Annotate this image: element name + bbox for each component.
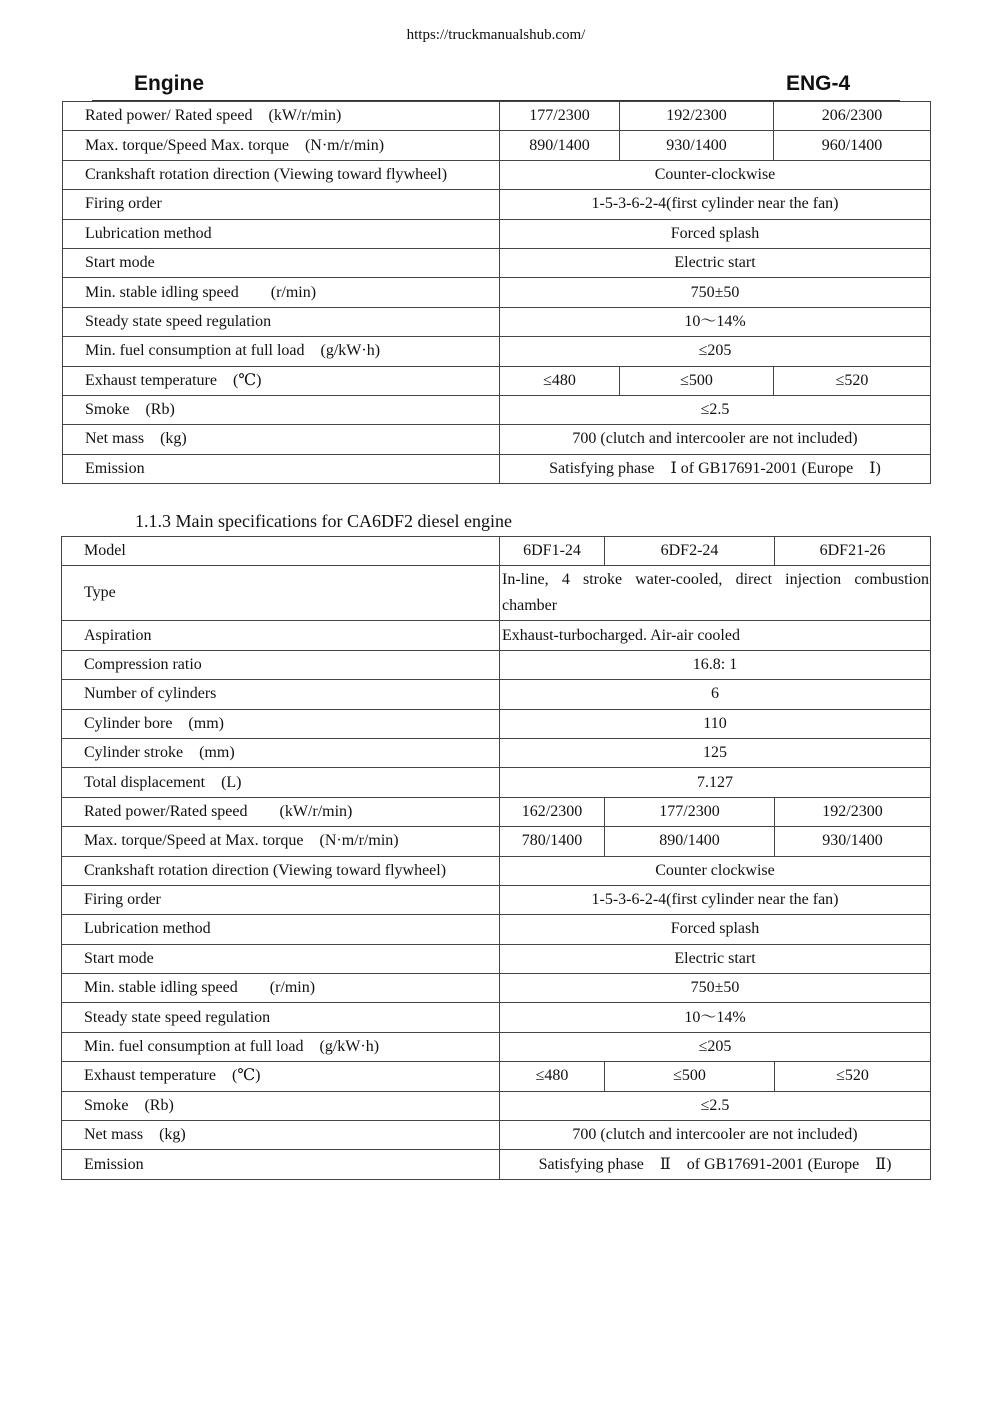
spec-label: Number of cylinders [62, 680, 500, 709]
spec-label: Smoke (Rb) [62, 1091, 500, 1120]
spec-row [62, 566, 931, 621]
section-title: 1.1.3 Main specifications for CA6DF2 diesel engine [135, 511, 512, 531]
spec-value: 177/2300 [605, 797, 775, 826]
spec-row [63, 366, 931, 395]
spec-value: 780/1400 [500, 827, 605, 856]
spec-label: Total displacement (L) [62, 768, 500, 797]
spec-row [62, 537, 931, 566]
spec-value: Exhaust-turbocharged. Air-air cooled [500, 621, 931, 650]
spec-label: Max. torque/Speed at Max. torque (N·m/r/min) [62, 827, 500, 856]
spec-row [62, 621, 931, 650]
spec-row [62, 974, 931, 1003]
spec-row [63, 395, 931, 424]
spec-label: Net mass (kg) [63, 425, 500, 454]
spec-value: 750±50 [500, 974, 931, 1003]
spec-value: 930/1400 [775, 827, 931, 856]
spec-value: Satisfying phase Ⅰ of GB17691-2001 (Europe Ⅰ) [500, 454, 931, 483]
spec-value: Forced splash [500, 915, 931, 944]
spec-row [62, 1150, 931, 1179]
spec-value: ≤520 [775, 1062, 931, 1091]
spec-row [62, 827, 931, 856]
spec-row [62, 915, 931, 944]
spec-value: 177/2300 [500, 102, 620, 131]
spec-value: 6 [500, 680, 931, 709]
spec-label: Emission [63, 454, 500, 483]
spec-label: Exhaust temperature (℃) [63, 366, 500, 395]
spec-value: ≤205 [500, 337, 931, 366]
spec-row [63, 219, 931, 248]
spec-row [62, 944, 931, 973]
spec-value: 7.127 [500, 768, 931, 797]
spec-row [63, 248, 931, 277]
spec-label: Min. stable idling speed (r/min) [62, 974, 500, 1003]
spec-label: Aspiration [62, 621, 500, 650]
spec-label: Emission [62, 1150, 500, 1179]
spec-label: Crankshaft rotation direction (Viewing toward flywheel) [62, 856, 500, 885]
header-section-title: Engine [134, 72, 205, 95]
spec-value: 206/2300 [774, 102, 931, 131]
spec-row [62, 709, 931, 738]
spec-value: 1-5-3-6-2-4(first cylinder near the fan) [500, 190, 931, 219]
spec-label: Steady state speed regulation [63, 307, 500, 336]
spec-row [62, 856, 931, 885]
spec-value: Satisfying phase Ⅱ of GB17691-2001 (Europe Ⅱ) [500, 1150, 931, 1179]
spec-value: 700 (clutch and intercooler are not included) [500, 1121, 931, 1150]
header-page-code: ENG-4 [786, 72, 851, 95]
spec-row [62, 1003, 931, 1032]
spec-value: 700 (clutch and intercooler are not included) [500, 425, 931, 454]
spec-label: Min. fuel consumption at full load (g/kW·h) [62, 1032, 500, 1061]
spec-value: 890/1400 [500, 131, 620, 160]
spec-value: ≤205 [500, 1032, 931, 1061]
spec-label: Cylinder stroke (mm) [62, 738, 500, 767]
spec-value: 162/2300 [500, 797, 605, 826]
spec-row [62, 797, 931, 826]
spec-label: Lubrication method [63, 219, 500, 248]
spec-value: ≤500 [620, 366, 774, 395]
spec-value: 930/1400 [620, 131, 774, 160]
spec-label: Compression ratio [62, 650, 500, 679]
spec-row [63, 190, 931, 219]
engine-spec-table-1 [62, 101, 931, 484]
spec-value: 10～14% [500, 307, 931, 336]
spec-label: Exhaust temperature (℃) [62, 1062, 500, 1091]
spec-row [62, 1062, 931, 1091]
spec-row [63, 131, 931, 160]
spec-row [63, 160, 931, 189]
spec-value: 192/2300 [620, 102, 774, 131]
spec-label: Min. fuel consumption at full load (g/kW·h) [63, 337, 500, 366]
spec-value: ≤480 [500, 1062, 605, 1091]
spec-value: 890/1400 [605, 827, 775, 856]
spec-row [62, 885, 931, 914]
spec-value: 110 [500, 709, 931, 738]
spec-label: Net mass (kg) [62, 1121, 500, 1150]
spec-label: Crankshaft rotation direction (Viewing toward flywheel) [63, 160, 500, 189]
page-header [92, 72, 900, 102]
spec-row [63, 425, 931, 454]
spec-value: In-line, 4 stroke water-cooled, direct injection combustion chamber [500, 566, 931, 621]
spec-value: 125 [500, 738, 931, 767]
spec-label: Firing order [63, 190, 500, 219]
spec-label: Model [62, 537, 500, 566]
spec-label: Type [62, 566, 500, 621]
spec-row [63, 278, 931, 307]
spec-label: Max. torque/Speed Max. torque (N·m/r/min) [63, 131, 500, 160]
source-url[interactable]: https://truckmanualshub.com/ [406, 27, 586, 43]
spec-label: Cylinder bore (mm) [62, 709, 500, 738]
spec-row [62, 1121, 931, 1150]
spec-value: ≤520 [774, 366, 931, 395]
spec-label: Rated power/Rated speed (kW/r/min) [62, 797, 500, 826]
spec-row [62, 680, 931, 709]
spec-label: Min. stable idling speed (r/min) [63, 278, 500, 307]
spec-row [62, 650, 931, 679]
spec-label: Steady state speed regulation [62, 1003, 500, 1032]
spec-label: Lubrication method [62, 915, 500, 944]
spec-value: 16.8: 1 [500, 650, 931, 679]
spec-value: ≤500 [605, 1062, 775, 1091]
spec-row [63, 337, 931, 366]
spec-value: 960/1400 [774, 131, 931, 160]
spec-label: Firing order [62, 885, 500, 914]
spec-row [62, 1032, 931, 1061]
spec-label: Smoke (Rb) [63, 395, 500, 424]
spec-value: Counter clockwise [500, 856, 931, 885]
spec-value: ≤480 [500, 366, 620, 395]
spec-value: 192/2300 [775, 797, 931, 826]
spec-row [63, 307, 931, 336]
spec-label: Rated power/ Rated speed (kW/r/min) [63, 102, 500, 131]
spec-value: 1-5-3-6-2-4(first cylinder near the fan) [500, 885, 931, 914]
spec-value: Electric start [500, 944, 931, 973]
spec-row [63, 454, 931, 483]
spec-value: 10～14% [500, 1003, 931, 1032]
spec-value: ≤2.5 [500, 1091, 931, 1120]
spec-label: Start mode [62, 944, 500, 973]
spec-row [62, 738, 931, 767]
spec-value: ≤2.5 [500, 395, 931, 424]
spec-value: 6DF21-26 [775, 537, 931, 566]
spec-row [63, 102, 931, 131]
engine-spec-table-ca6df2 [61, 536, 931, 1180]
spec-value: Electric start [500, 248, 931, 277]
spec-row [62, 1091, 931, 1120]
spec-value: Counter-clockwise [500, 160, 931, 189]
spec-value: 6DF2-24 [605, 537, 775, 566]
spec-value: 750±50 [500, 278, 931, 307]
spec-row [62, 768, 931, 797]
spec-value: 6DF1-24 [500, 537, 605, 566]
spec-label: Start mode [63, 248, 500, 277]
spec-value: Forced splash [500, 219, 931, 248]
